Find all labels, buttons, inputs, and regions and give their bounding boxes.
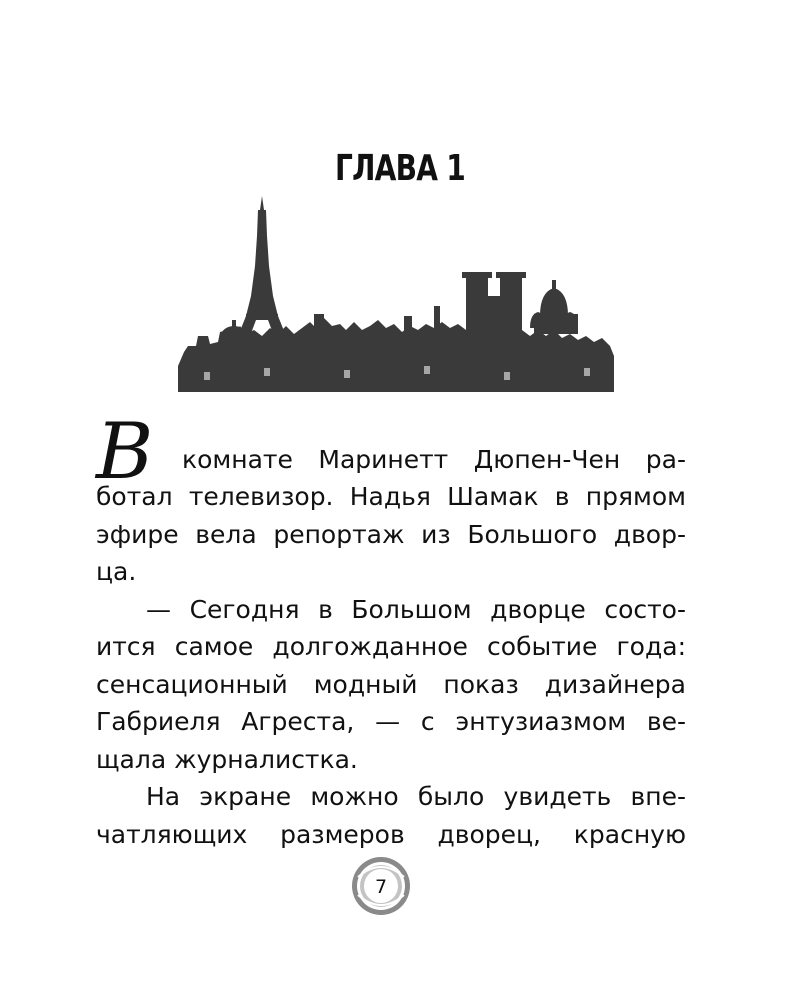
text-line: эфире вела репортаж из Большого двор-: [96, 519, 686, 549]
text-line: ится самое долгожданное событие года:: [96, 632, 686, 661]
text-line: сенсационный модный показ дизайнера: [96, 669, 686, 699]
text-line: На экране можно было увидеть впе-: [146, 782, 686, 811]
paris-skyline-icon: [174, 196, 618, 392]
text-line: ботал телевизор. Надья Шамак в прямом: [96, 482, 686, 511]
text-line: Габриеля Агреста, — с энтузиазмом ве-: [96, 707, 686, 736]
text-line: комнате Маринетт Дюпен-Чен ра-: [182, 444, 686, 474]
dropcap: В: [96, 407, 154, 497]
chapter-title: ГЛАВА 1: [335, 148, 465, 189]
chapter-body: [96, 407, 686, 853]
text-line: щала журналистка.: [96, 744, 358, 774]
text-line: ца.: [96, 557, 137, 586]
text-line: чатляющих размеров дворец, красную: [96, 819, 686, 849]
page-number: 7: [374, 876, 388, 898]
text-line: — Сегодня в Большом дворце состо-: [146, 594, 686, 624]
